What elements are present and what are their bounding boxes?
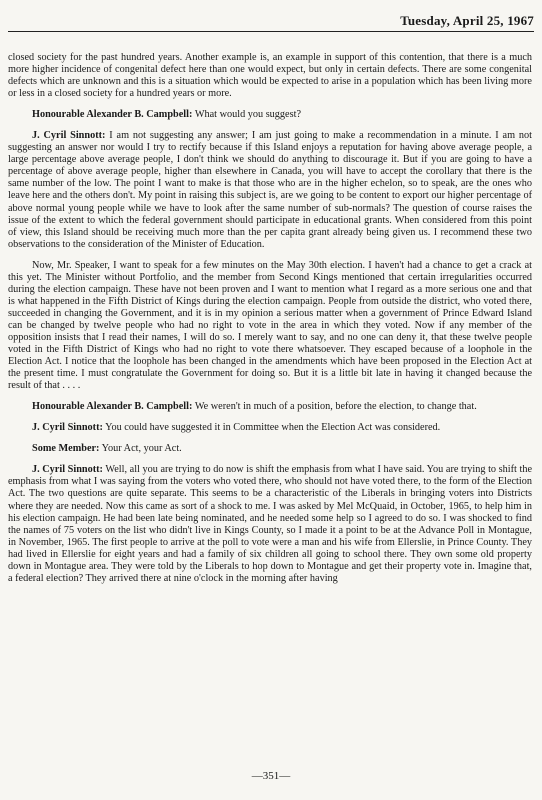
paragraph-text: Your Act, your Act. [101,443,182,455]
header-date: Tuesday, April 25, 1967 [400,13,534,28]
paragraph [8,443,532,455]
speaker-name: Honourable Alexander B. Campbell: [32,401,193,413]
paragraph [8,52,532,100]
speaker-name: J. Cyril Sinnott: [32,130,106,142]
paragraph [8,422,532,434]
speaker-name: J. Cyril Sinnott: [32,422,103,434]
paragraph [8,464,532,584]
page-number: —351— [251,770,291,782]
paragraph-text: Well, all you are trying to do now is shift the emphasis from what I have said. You are trying to shift the emphasis from what I was saying from the voters who voted there, who should not have voted there, to the form of the Election Act. The two questions are quite separate. This seems to be a characteristic of the Liberals in bringing voters into Districts where they are needed. Now this came as sort of a shock to me. I was asked by Mel McQuaid, in October, 1965, to help him in his election campaign. He had been late being nominated, and he needed some help so I agreed to do so. I was shocked to find the names of 75 voters on the list who didn't live in Kings County, so I made it a point to be at the Advance Poll in Montague, in November, 1965. The first people to arrive at the poll to vote were a man and his wife from Ellerslie, in Prince County. They had lived in Ellerslie for eight years and had a family of six children all going to school there. They own some old property down in Montague area. They were told by the Liberals to hop down to Montague and get their property vote in. Imagine that, a federal election? They arrived there at nine o'clock in the morning after having [8,464,532,584]
page-header [8,6,534,32]
speaker-name: J. Cyril Sinnott: [32,464,103,476]
speaker-name: Honourable Alexander B. Campbell: [32,109,193,121]
paragraph [8,109,532,121]
paragraph-text: You could have suggested it in Committee when the Election Act was considered. [105,422,441,434]
paragraph-text: What would you suggest? [194,109,301,121]
paragraph-text: Now, Mr. Speaker, I want to speak for a few minutes on the May 30th election. I haven't had a chance to get a crack at this yet. The Minister without Portfolio, and the member from Second Kings mentioned that certain irregularities occurred during the election campaign. These have not been proven and I want to mention what I regard as a more serious one and that is what happened in the Fifth District of Kings during the election campaign. People from outside the district, who voted there, succeeded in changing the Government, and it is in my opinion a serious matter when a government of Prince Edward Island can be changed by twelve people who had no right to vote in the area in which they voted. Now if any member of the opposition insists that I read their names, I will do so. I merely want to say, and no one can deny it, that these twelve people voted in the Fifth District of Kings who had no right to vote there whatsoever. They escaped because of a loophole in the Election Act. I notice that the loophole has been changed in the amendments which have been proposed in the Election Act at the present time. I must congratulate the Government for doing so. But it is a little bit late in having it changed because the result of that . . . . [8,259,532,392]
paragraph-text: We weren't in much of a position, before the election, to change that. [194,401,477,413]
speaker-name: Some Member: [32,443,100,455]
page-body [8,52,532,585]
paragraph-text: I am not suggesting any answer; I am just going to make a recommendation in a minute. I am not suggesting an answer nor would I try to rectify because if this Island enjoys a reputation for having above average people, a large percentage above average people, I don't think we should do anything to discourage it. But if you are going to have a percentage of above average people, higher than elsewhere in Canada, you will have to accept the corollary that there is the same number of the low. The point I want to make is that those who are in the higher echelon, so to speak, are the ones who leave here and the others don't. My point in raising this subject is, are we going to be content to export our higher percentage of above normal young people while we have to look after the same number of sub-normals? The question of course raises the issue of the extent to which the federal government should participate in educational grants. When considered from this point of view, this Island should be receiving much more than the per capita grant already being given us. I recommend these two observations to the consideration of the Minister of Education. [8,130,532,250]
paragraph-text: closed society for the past hundred years. Another example is, an example in support of this contention, that there is a much more higher incidence of congenital defect here than one would expect, but only in certain defects. There are some congenital defects which are unknown and this is a situation which would be expected to arise in a population which has been living more or less in a closed society for a hundred years or more. [8,52,532,100]
paragraph [8,130,532,250]
paragraph [8,260,532,393]
paragraph [8,401,532,413]
